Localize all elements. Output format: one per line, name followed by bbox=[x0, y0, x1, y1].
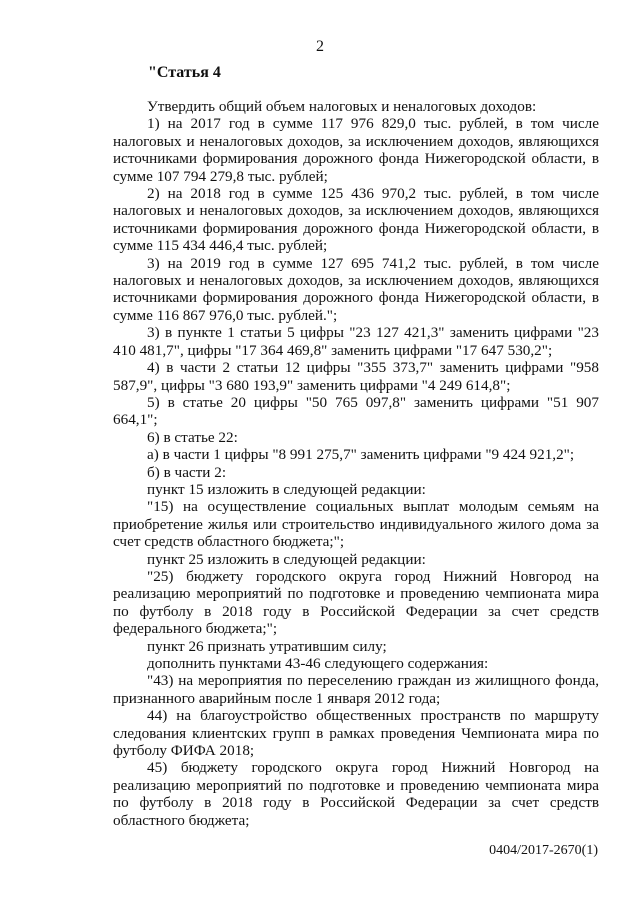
paragraph: пункт 26 признать утратившим силу; bbox=[147, 637, 387, 655]
paragraph: "43) на мероприятия по переселению граждан из жилищного фонда, признанного аварийным после 1 января 2012 года; bbox=[113, 672, 599, 707]
page-number: 2 bbox=[316, 38, 324, 55]
paragraph: 45) бюджету городского округа город Нижний Новгород на реализацию мероприятий по подготовке и проведению чемпионата мира по футболу в 2018 году в Российской Федерации за счет средств областного бюджета; bbox=[113, 759, 599, 829]
paragraph: "25) бюджету городского округа город Нижний Новгород на реализацию мероприятий по подготовке и проведению чемпионата мира по футболу в 2018 году в Российской Федерации за счет средств федерального бюджета;"; bbox=[113, 567, 599, 638]
article-heading: "Статья 4 bbox=[148, 64, 221, 81]
paragraph: Утвердить общий объем налоговых и неналоговых доходов: bbox=[147, 98, 537, 115]
paragraph: 5) в статье 20 цифры "50 765 097,8" заменить цифрами "51 907 664,1"; bbox=[113, 393, 599, 429]
paragraph: 3) на 2019 год в сумме 127 695 741,2 тыс. рублей, в том числе налоговых и неналоговых доходов, за исключением доходов, являющихся источниками формирования дорожного фонда Нижегородской области, в сумме 116 867 976,0 тыс. рублей."; bbox=[113, 254, 599, 324]
paragraph: дополнить пунктами 43-46 следующего содержания: bbox=[147, 655, 489, 672]
paragraph: 44) на благоустройство общественных пространств по маршруту следования клиентских групп в рамках проведения Чемпионата мира по футболу ФИФА 2018; bbox=[113, 707, 599, 760]
document-code: 0404/2017-2670(1) bbox=[489, 843, 598, 858]
paragraph: 6) в статье 22: bbox=[147, 428, 238, 446]
paragraph: пункт 15 изложить в следующей редакции: bbox=[147, 480, 426, 498]
document-body bbox=[113, 98, 599, 829]
paragraph: 4) в части 2 статьи 12 цифры "355 373,7" заменить цифрами "958 587,9", цифры "3 680 193,9" заменить цифрами "4 249 614,8"; bbox=[113, 359, 599, 394]
paragraph: пункт 25 изложить в следующей редакции: bbox=[147, 550, 426, 568]
paragraph: "15) на осуществление социальных выплат молодым семьям на приобретение жилья или строительство индивидуального жилого дома за счет средств областного бюджета;"; bbox=[113, 498, 599, 551]
paragraph: 3) в пункте 1 статьи 5 цифры "23 127 421,3" заменить цифрами "23 410 481,7", цифры "17 364 469,8" заменить цифрами "17 647 530,2"; bbox=[113, 324, 599, 359]
paragraph: 2) на 2018 год в сумме 125 436 970,2 тыс. рублей, в том числе налоговых и неналоговых доходов, за исключением доходов, являющихся источниками формирования дорожного фонда Нижегородской области, в сумме 115 434 446,4 тыс. рублей; bbox=[113, 185, 599, 255]
paragraph: б) в части 2: bbox=[147, 463, 227, 481]
paragraph: а) в части 1 цифры "8 991 275,7" заменить цифрами "9 424 921,2"; bbox=[147, 446, 575, 464]
paragraph: 1) на 2017 год в сумме 117 976 829,0 тыс. рублей, в том числе налоговых и неналоговых доходов, за исключением доходов, являющихся источниками формирования дорожного фонда Нижегородской области, в сумме 107 794 279,8 тыс. рублей; bbox=[113, 115, 599, 185]
